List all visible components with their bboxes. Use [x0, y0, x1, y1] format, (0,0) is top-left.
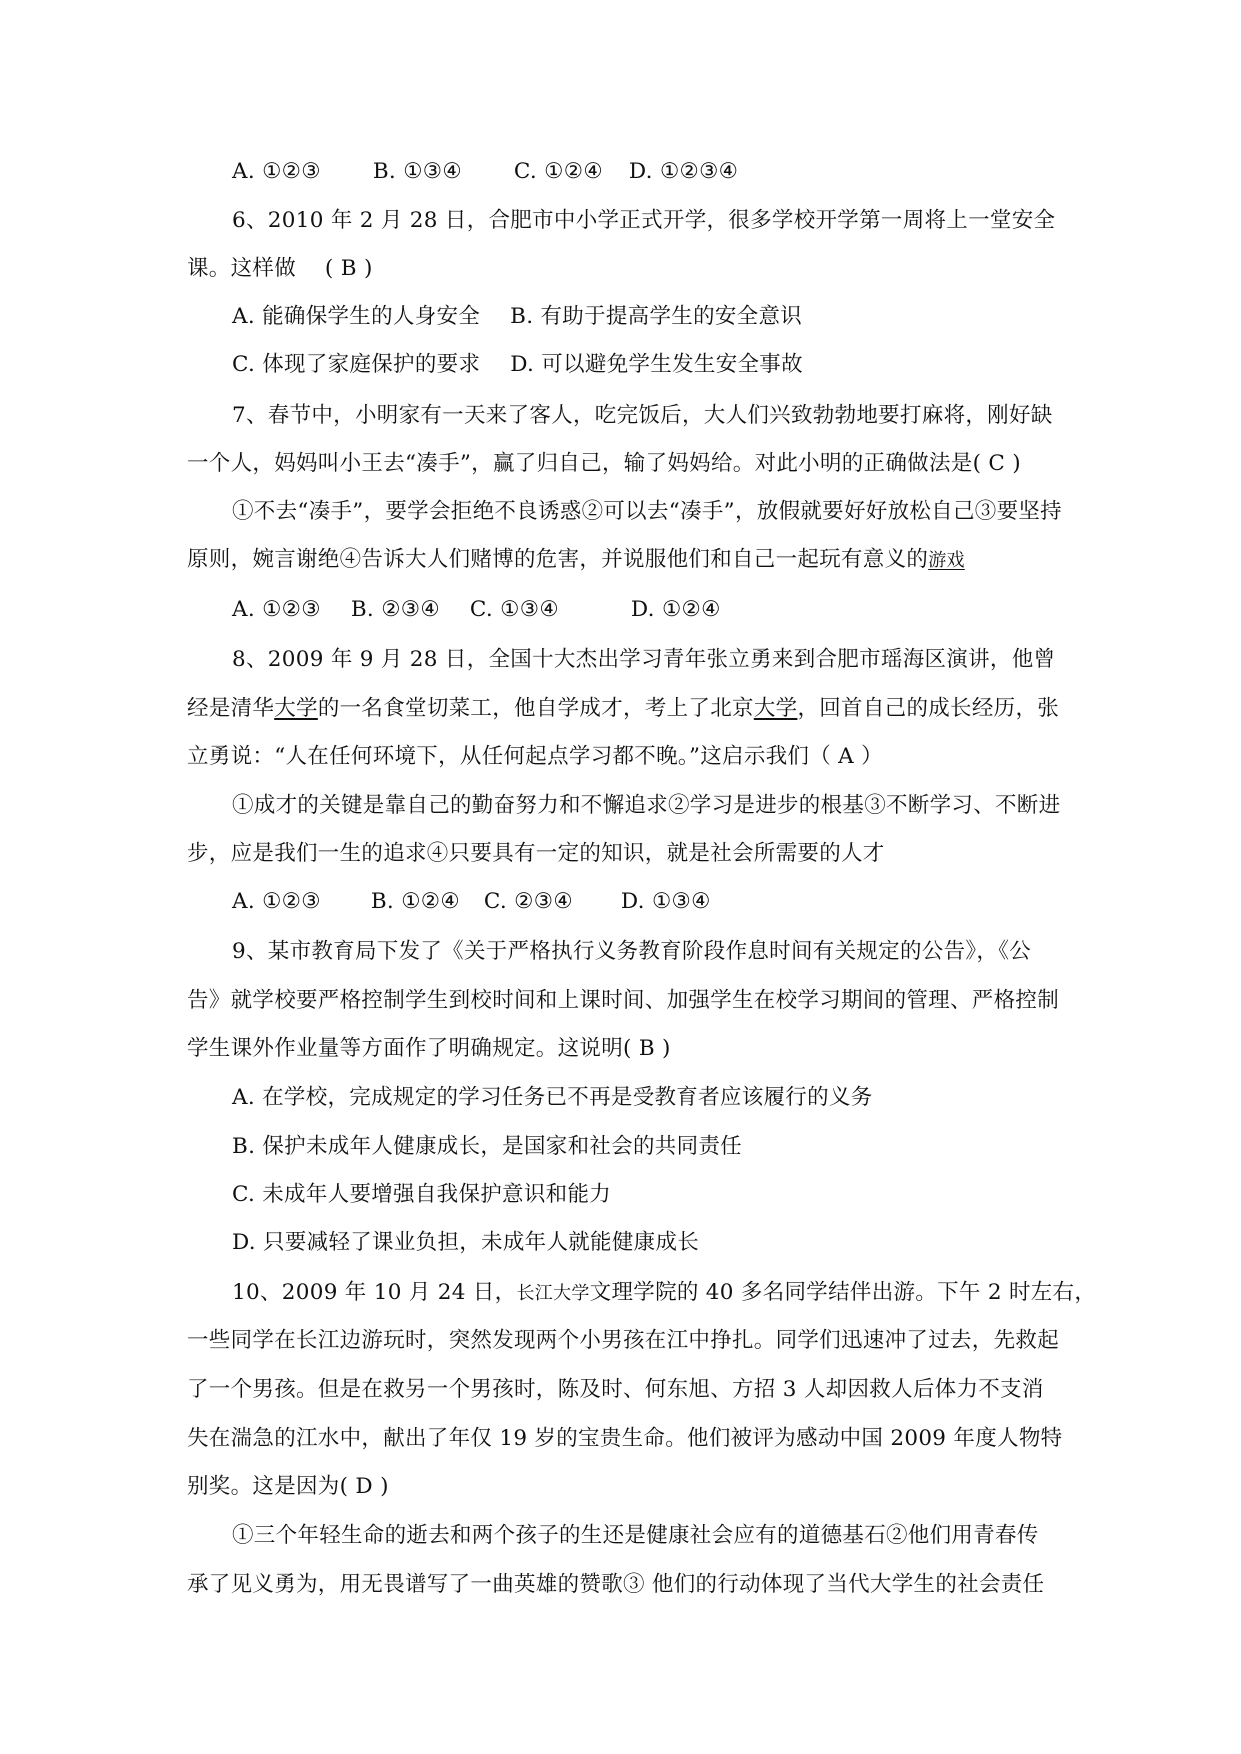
- q8-line2-a: 经是清华: [187, 696, 275, 721]
- q9-option-b: B. 保护未成年人健康成长，是国家和社会的共同责任: [232, 1134, 742, 1159]
- q6-stem-line1: 6、2010 年 2 月 28 日，合肥市中小学正式开学，很多学校开学第一周将上一堂安全: [232, 208, 1056, 233]
- q7-stem-line1: 7、春节中，小明家有一天来了客人，吃完饭后，大人们兴致勃勃地要打麻将，刚好缺: [232, 403, 1053, 428]
- q10-stem-line4: 失在湍急的江水中，献出了年仅 19 岁的宝贵生命。他们被评为感动中国 2009 年度人物特: [187, 1426, 1063, 1451]
- q8-university-link-1[interactable]: 大学: [274, 696, 318, 721]
- q10-university-name: 长江大学: [516, 1283, 590, 1304]
- q9-option-c: C. 未成年人要增强自我保护意识和能力: [232, 1182, 612, 1207]
- q7-stem-line3: ①不去“凑手”，要学会拒绝不良诱惑②可以去“凑手”，放假就要好好放松自己③要坚持: [232, 499, 1062, 524]
- q9-stem-line2: 告》就学校要严格控制学生到校时间和上课时间、加强学生在校学习期间的管理、严格控制: [187, 988, 1060, 1013]
- q6-options-cd: [232, 350, 803, 380]
- q10-stem-line6: ①三个年轻生命的逝去和两个孩子的生还是健康社会应有的道德基石②他们用青春传: [232, 1523, 1039, 1548]
- q10-line1-b: 文理学院的 40 多名同学结伴出游。下午 2 时左右，: [589, 1280, 1097, 1305]
- q8-stem-line5: 步，应是我们一生的追求④只要具有一定的知识，就是社会所需要的人才: [187, 841, 885, 866]
- q8-stem-line3: 立勇说：“人在任何环境下，从任何起点学习都不晚。”这启示我们（ A ）: [187, 744, 883, 769]
- q7-stem-line2: 一个人，妈妈叫小王去“凑手”，赢了归自己，输了妈妈给。对此小明的正确做法是( C ): [187, 451, 1021, 476]
- q8-option-c: C. ②③④: [483, 889, 573, 914]
- q8-university-link-2[interactable]: 大学: [753, 696, 798, 721]
- q10-stem-line5: 别奖。这是因为( D ): [187, 1474, 389, 1499]
- q9-stem-line3: 学生课外作业量等方面作了明确规定。这说明( B ): [187, 1036, 671, 1061]
- q8-stem-line2: [187, 694, 1059, 724]
- q7-option-c: C. ①③④: [469, 597, 559, 622]
- q8-line2-b: 的一名食堂切菜工，他自学成才，考上了北京: [317, 696, 754, 721]
- q7-line4-text: 原则，婉言谢绝④告诉大人们赌博的危害，并说服他们和自己一起玩有意义的: [187, 547, 929, 572]
- q5-options: [232, 157, 738, 187]
- q10-line1-a: 10、2009 年 10 月 24 日，: [232, 1280, 517, 1305]
- q7-game-link[interactable]: 游戏: [928, 550, 965, 571]
- q6-option-a: A. 能确保学生的人身安全: [232, 304, 481, 329]
- q7-option-b: B. ②③④: [350, 597, 440, 622]
- q7-option-a: A. ①②③: [232, 597, 321, 622]
- q10-stem-line3: 了一个男孩。但是在救另一个男孩时，陈及时、何东旭、方招 3 人却因救人后体力不支消: [187, 1377, 1044, 1402]
- q7-options: [232, 595, 721, 625]
- q7-stem-line4: [187, 545, 965, 576]
- q10-stem-line2: 一些同学在长江边游玩时，突然发现两个小男孩在江中挣扎。同学们迅速冲了过去，先救起: [187, 1328, 1060, 1353]
- q9-option-d: D. 只要减轻了课业负担，未成年人就能健康成长: [232, 1230, 700, 1255]
- q8-line2-c: ，回首自己的成长经历，张: [797, 696, 1060, 721]
- q7-option-d: D. ①②④: [630, 597, 721, 622]
- q6-stem-line2: 课。这样做 ( B ): [187, 256, 373, 281]
- q9-option-a: A. 在学校，完成规定的学习任务已不再是受教育者应该履行的义务: [232, 1085, 873, 1110]
- q5-option-a: A. ①②③: [232, 159, 321, 184]
- q6-option-c: C. 体现了家庭保护的要求: [232, 352, 481, 377]
- q8-stem-line1: 8、2009 年 9 月 28 日，全国十大杰出学习青年张立勇来到合肥市瑶海区演讲，他曾: [232, 647, 1056, 672]
- q5-option-b: B. ①③④: [372, 159, 462, 184]
- q10-stem-line1: [232, 1278, 1096, 1309]
- q5-option-d: D. ①②③④: [628, 159, 739, 184]
- q8-option-a: A. ①②③: [232, 889, 321, 914]
- q6-options-ab: [232, 302, 802, 332]
- q6-option-d: D. 可以避免学生发生安全事故: [510, 352, 803, 377]
- q8-stem-line4: ①成才的关键是靠自己的勤奋努力和不懈追求②学习是进步的根基③不断学习、不断进: [232, 793, 1061, 818]
- q8-option-d: D. ①③④: [620, 889, 711, 914]
- q10-stem-line7: 承了见义勇为，用无畏谱写了一曲英雄的赞歌③ 他们的行动体现了当代大学生的社会责任: [187, 1572, 1045, 1597]
- q5-option-c: C. ①②④: [513, 159, 603, 184]
- q6-option-b: B. 有助于提高学生的安全意识: [510, 304, 803, 329]
- q8-option-b: B. ①②④: [370, 889, 460, 914]
- q8-options: [232, 887, 711, 917]
- q9-stem-line1: 9、某市教育局下发了《关于严格执行义务教育阶段作息时间有关规定的公告》，《公: [232, 939, 1032, 964]
